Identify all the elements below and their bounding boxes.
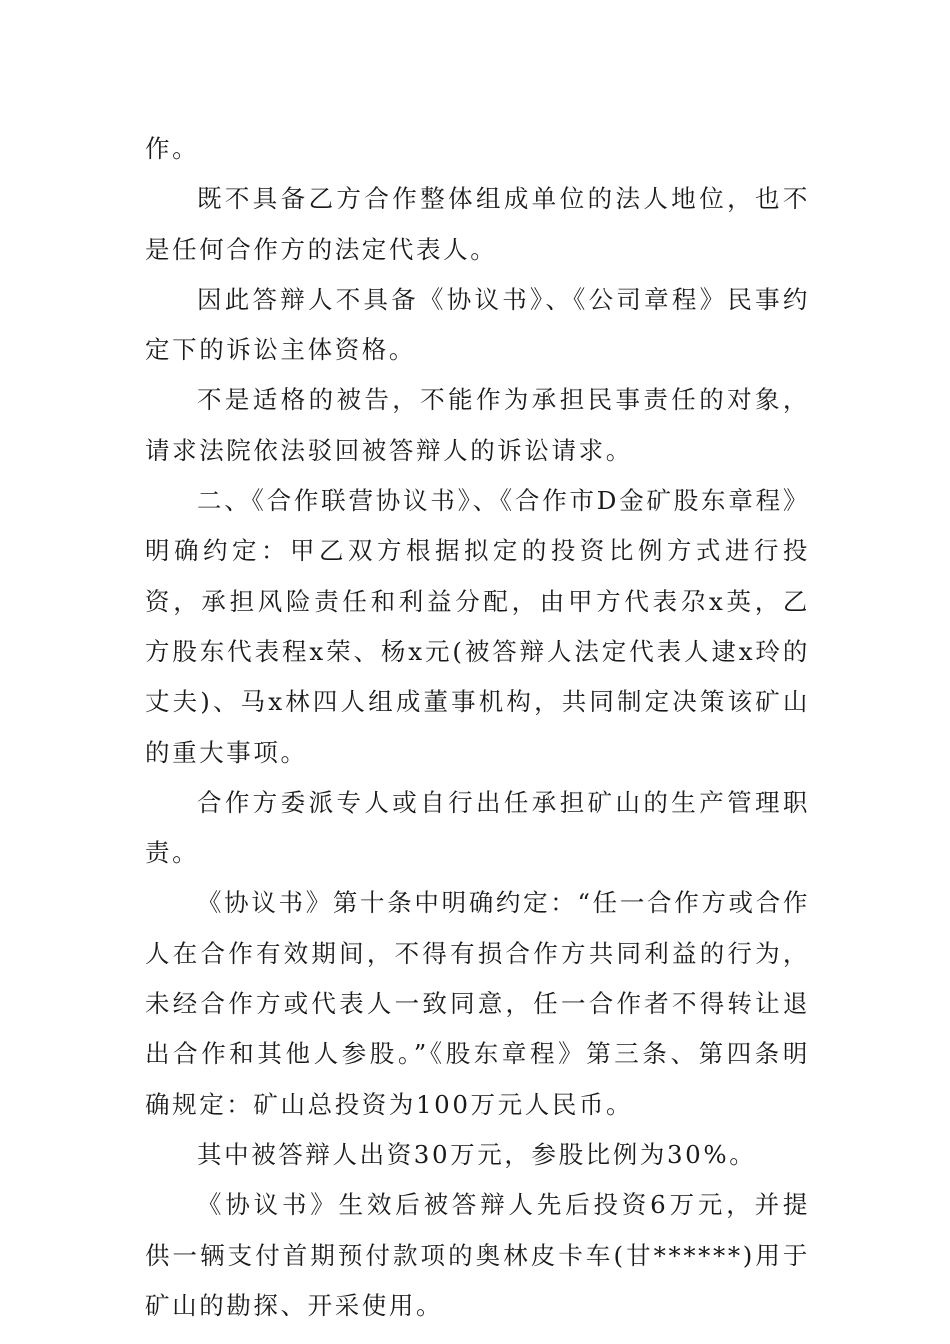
paragraph-section-two: 二、《合作联营协议书》、《合作市D金矿股东章程》明确约定：甲乙双方根据拟定的投资比例方式进行投资，承担风险责任和利益分配，由甲方代表尕x英，乙方股东代表程x荣、杨x元(被答辩人法定代表人逮x玲的丈夫)、马x林四人组成董事机构，共同制定决策该矿山的重大事项。: [145, 486, 810, 767]
paragraph: 合作方委派专人或自行出任承担矿山的生产管理职责。: [145, 787, 810, 868]
paragraph: 《协议书》生效后被答辩人先后投资6万元，并提供一辆支付首期预付款项的奥林皮卡车(甘******)用于矿山的勘探、开采使用。: [145, 1190, 810, 1320]
document-body: [145, 124, 810, 1331]
paragraph: 不是适格的被告，不能作为承担民事责任的对象，请求法院依法驳回被答辩人的诉讼请求。: [145, 385, 810, 465]
paragraph: 既不具备乙方合作整体组成单位的法人地位，也不是任何合作方的法定代表人。: [145, 184, 810, 264]
paragraph: 其中被答辩人出资30万元，参股比例为30%。: [197, 1139, 757, 1169]
paragraph-continuation: 作。: [145, 134, 200, 163]
paragraph: 因此答辩人不具备《协议书》、《公司章程》民事约定下的诉讼主体资格。: [145, 284, 810, 365]
paragraph: 《协议书》第十条中明确约定：“任一合作方或合作人在合作有效期间，不得有损合作方共同利益的行为，未经合作方或代表人一致同意，任一合作者不得转让退出合作和其他人参股。”《股东章程》第三条、第四条明确规定：矿山总投资为100万元人民币。: [145, 888, 810, 1119]
